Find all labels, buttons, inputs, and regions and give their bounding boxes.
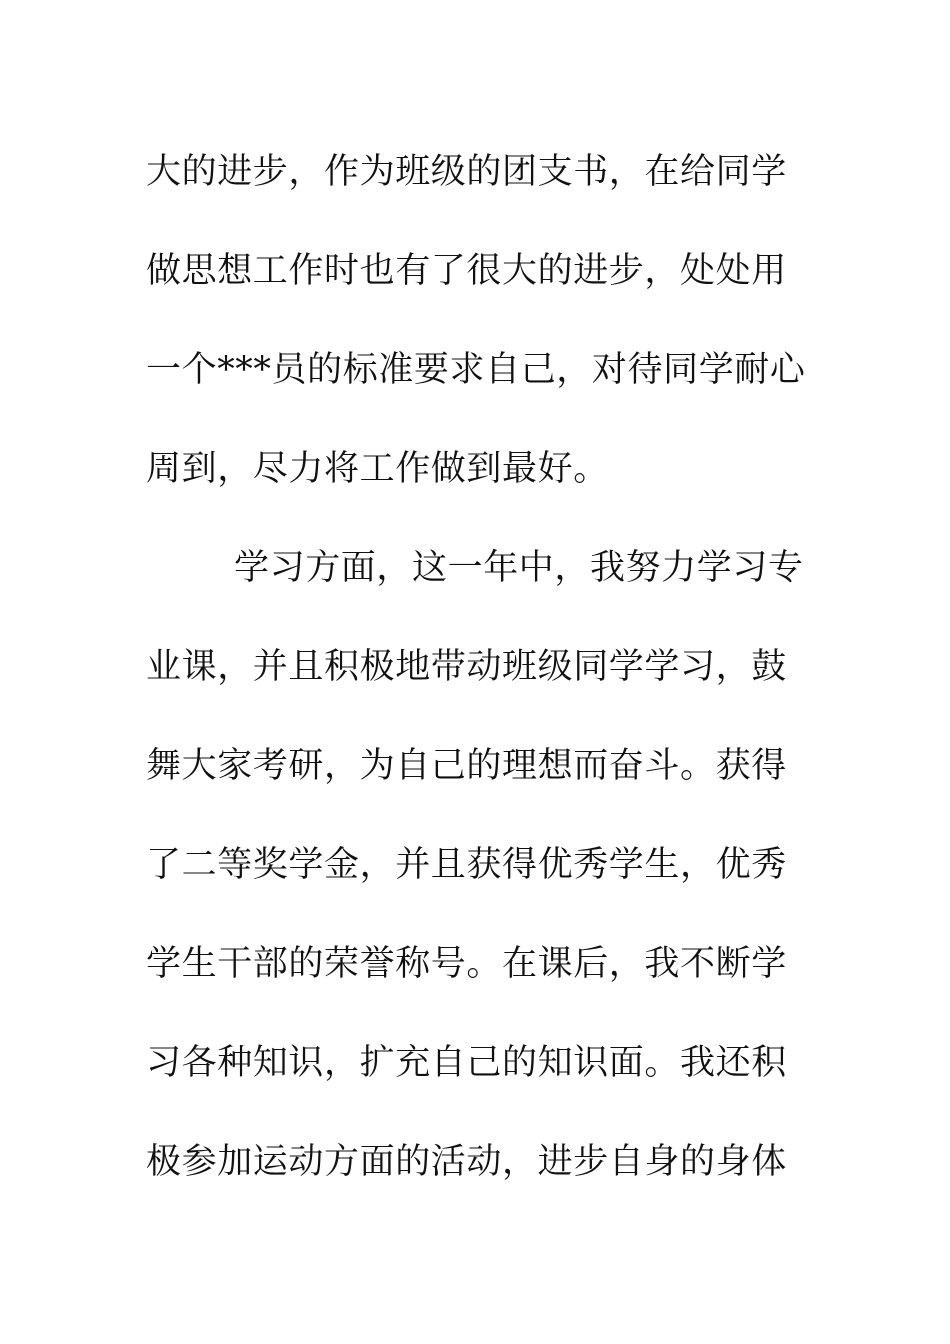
text-line: 大的进步，作为班级的团支书，在给同学 [146, 152, 787, 192]
text-line: 周到，尽力将工作做到最好。 [146, 449, 609, 489]
text-line: 了二等奖学金，并且获得优秀学生，优秀 [146, 845, 787, 885]
text-line: 做思想工作时也有了很大的进步，处处用 [146, 251, 787, 291]
text-line: 极参加运动方面的活动，进步自身的身体 [146, 1142, 787, 1182]
text-line: 业课，并且积极地带动班级同学学习，鼓 [146, 647, 787, 687]
body-text [146, 123, 806, 1212]
paragraph-start-line: 学习方面，这一年中，我努力学习专 [234, 548, 804, 588]
text-line: 一个***员的标准要求自己，对待同学耐心 [146, 350, 806, 390]
text-line: 学生干部的荣誉称号。在课后，我不断学 [146, 944, 787, 984]
text-line: 习各种知识，扩充自己的知识面。我还积 [146, 1043, 787, 1083]
text-line: 舞大家考研，为自己的理想而奋斗。获得 [146, 746, 787, 786]
